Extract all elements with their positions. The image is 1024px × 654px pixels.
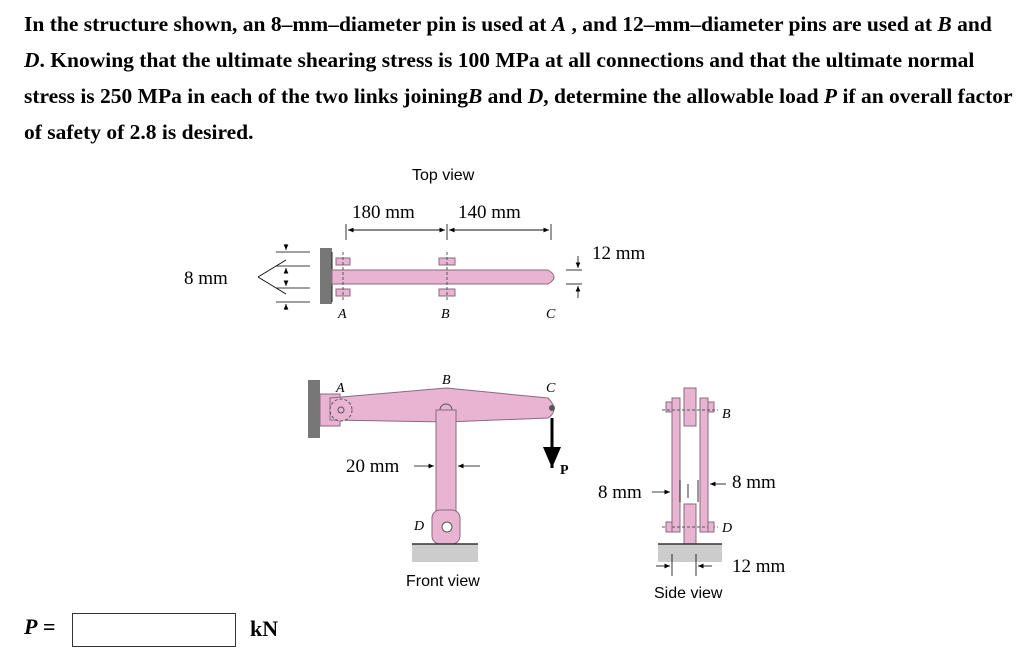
top-dimension-lines <box>346 224 551 240</box>
dim-8-side-right-label: 8 mm <box>732 472 776 493</box>
side-label-D: D <box>722 521 733 536</box>
dim-12-side-label: 12 mm <box>732 556 786 577</box>
dim-180-label: 180 mm <box>352 202 415 223</box>
front-label-C: C <box>546 381 556 396</box>
dim-20-label: 20 mm <box>346 456 400 477</box>
top-label-A: A <box>338 307 347 322</box>
front-label-B: B <box>442 373 451 388</box>
answer-unit: kN <box>250 616 279 641</box>
front-label-P: P <box>560 463 569 478</box>
front-label-A: A <box>336 381 345 396</box>
top-member <box>332 270 554 284</box>
point-C <box>549 405 555 411</box>
top-wall-support <box>320 248 332 304</box>
side-member <box>684 388 696 426</box>
side-view-title: Side view <box>654 585 723 602</box>
answer-label: P = <box>24 614 56 639</box>
front-wall-support <box>308 380 320 438</box>
top-label-B: B <box>441 307 450 322</box>
pin-A <box>330 399 352 421</box>
side-link-right <box>700 398 708 532</box>
dim-8-side-left-label: 8 mm <box>598 482 642 503</box>
dim-12-top-label: 12 mm <box>592 243 646 264</box>
side-ground <box>658 544 722 562</box>
side-label-B: B <box>722 407 731 422</box>
dim-140-label: 140 mm <box>458 202 521 223</box>
side-link-left <box>672 398 680 532</box>
dim-8-left-label: 8 mm <box>184 268 228 289</box>
front-view-title: Front view <box>406 573 480 590</box>
top-view-title: Top view <box>412 167 475 184</box>
problem-statement: In the structure shown, an 8–mm–diameter pin is used at A , and 12–mm–diameter pins are used at B and D. Knowing that the ultimate shearing stress is 100 MPa at all connections and that the ultimate normal stress is 250 MPa in each of the two links joiningB and D, determine the allowable load P if an overall factor of safety of 2.8 is desired. <box>24 12 1013 144</box>
front-ground <box>412 544 478 562</box>
front-label-D: D <box>414 519 425 534</box>
top-label-C: C <box>546 307 556 322</box>
answer-input[interactable] <box>72 613 236 647</box>
